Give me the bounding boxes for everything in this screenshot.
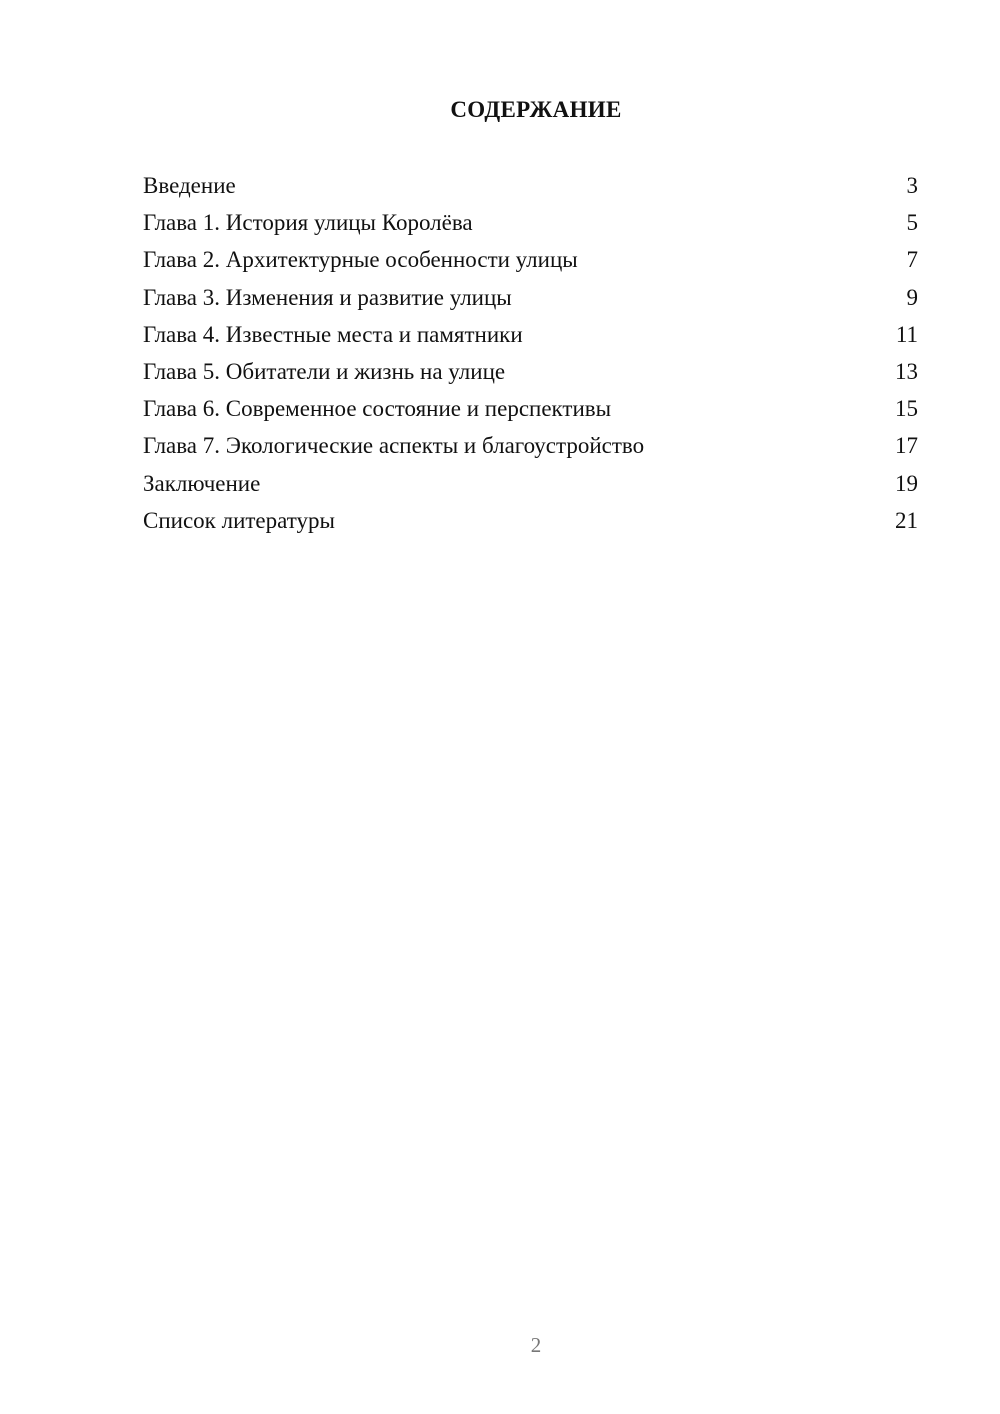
toc-entry-page: 21 xyxy=(895,507,918,533)
toc-entry-title: Список литературы xyxy=(143,507,335,533)
toc-entry-conclusion xyxy=(143,465,918,502)
toc-entry-page: 9 xyxy=(906,284,918,310)
toc-entry-page: 3 xyxy=(906,173,918,198)
toc-entry-chapter-3 xyxy=(143,279,918,316)
toc-entry-page: 11 xyxy=(895,321,918,347)
toc-entry-title: Заключение xyxy=(143,470,261,496)
toc-entry-page: 7 xyxy=(906,247,918,273)
toc-entry-page: 15 xyxy=(895,396,918,422)
toc-entry-title: Введение xyxy=(143,173,236,198)
page-number: 2 xyxy=(530,1333,542,1357)
toc-entry-chapter-2 xyxy=(143,241,918,278)
toc-entry-title: Глава 3. Изменения и развитие улицы xyxy=(143,284,512,310)
toc-entry-title: Глава 4. Известные места и памятники xyxy=(143,321,523,347)
toc-entry-chapter-5 xyxy=(143,353,918,390)
toc-entry-chapter-4 xyxy=(143,316,918,353)
toc-entry-introduction xyxy=(143,167,918,204)
toc-entry-title: Глава 1. История улицы Королёва xyxy=(143,210,473,236)
toc-entry-title: Глава 5. Обитатели и жизнь на улице xyxy=(143,358,506,384)
toc-entry-chapter-1 xyxy=(143,204,918,241)
toc-entry-title: Глава 7. Экологические аспекты и благоустройство xyxy=(143,433,645,459)
toc-entry-title: Глава 2. Архитектурные особенности улицы xyxy=(143,247,578,273)
table-of-contents xyxy=(143,167,918,539)
toc-entry-bibliography xyxy=(143,502,918,539)
toc-entry-chapter-7 xyxy=(143,427,918,464)
toc-entry-page: 13 xyxy=(895,358,918,384)
toc-entry-title: Глава 6. Современное состояние и перспективы xyxy=(143,396,612,422)
toc-entry-page: 5 xyxy=(906,210,918,236)
toc-entry-chapter-6 xyxy=(143,390,918,427)
toc-heading: СОДЕРЖАНИЕ xyxy=(450,97,622,122)
toc-entry-page: 17 xyxy=(895,433,918,459)
toc-entry-page: 19 xyxy=(895,470,918,496)
